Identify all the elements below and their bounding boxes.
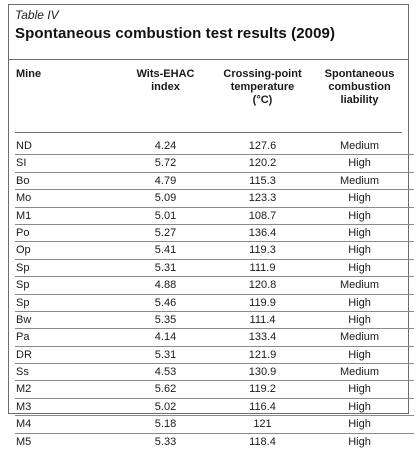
cell-index: 5.33: [154, 435, 177, 448]
cell-index: 4.53: [154, 366, 177, 379]
header-line: Crossing-point: [223, 68, 302, 80]
table-row: [15, 208, 414, 225]
header-line: combustion: [328, 81, 391, 93]
cell-liability: High: [348, 261, 371, 274]
header-line: liability: [340, 94, 379, 106]
table-body: [9, 133, 408, 450]
cell-liability: High: [348, 313, 371, 326]
cell-liability: Medium: [339, 366, 380, 379]
cell-temperature: 130.9: [248, 366, 277, 379]
cell-temperature: 121.9: [248, 348, 277, 361]
cell-index: 5.41: [154, 244, 177, 257]
cell-mine: Bw: [16, 313, 32, 326]
table-row: [15, 155, 414, 172]
cell-mine: Mo: [16, 192, 32, 205]
table-row: [15, 260, 414, 277]
cell-temperature: 119.3: [249, 244, 276, 257]
cell-liability: High: [348, 296, 371, 309]
cell-mine: DR: [16, 348, 32, 361]
cell-temperature: 120.2: [248, 157, 277, 170]
header-mine: Mine: [16, 68, 42, 80]
results-table: [9, 59, 408, 450]
cell-mine: Op: [16, 244, 31, 257]
table-row: [15, 364, 414, 381]
cell-index: 5.27: [154, 226, 177, 239]
cell-temperature: 115.3: [249, 174, 276, 187]
header-wits-ehac-index: [117, 60, 214, 132]
table-row: [15, 138, 414, 155]
cell-temperature: 119.9: [249, 296, 276, 309]
cell-liability: High: [348, 209, 371, 222]
cell-mine: M2: [16, 383, 32, 396]
cell-temperature: 118.4: [249, 435, 276, 448]
cell-liability: Medium: [339, 331, 380, 344]
table-label: Table IV: [15, 8, 59, 22]
table-row: [15, 277, 414, 294]
cell-temperature: 116.4: [249, 400, 276, 413]
cell-index: 4.24: [154, 140, 177, 152]
cell-index: 5.46: [154, 296, 177, 309]
table-row: [15, 295, 414, 312]
cell-mine: Sp: [16, 296, 30, 309]
cell-index: 5.09: [154, 192, 177, 205]
cell-index: 4.14: [154, 331, 177, 344]
cell-liability: Medium: [339, 279, 380, 292]
cell-liability: Medium: [339, 140, 380, 152]
cell-liability: High: [348, 383, 371, 396]
cell-index: 5.72: [154, 157, 177, 170]
cell-liability: High: [348, 244, 371, 257]
table-row: [15, 242, 414, 259]
table-title: Spontaneous combustion test results (2009): [15, 25, 336, 42]
table-row: [15, 381, 414, 398]
table-row: [15, 329, 414, 346]
cell-liability: High: [348, 400, 371, 413]
table-row: [15, 416, 414, 433]
table-row: [15, 347, 414, 364]
header-spontaneous-combustion-liability: [311, 60, 408, 132]
table-row: [15, 225, 414, 242]
table-row: [15, 434, 414, 450]
cell-index: 5.18: [154, 418, 177, 431]
header-crossing-point-temperature: [214, 60, 311, 132]
table-row: [15, 190, 414, 207]
cell-index: 5.31: [154, 261, 177, 274]
cell-liability: High: [348, 157, 371, 170]
cell-liability: High: [348, 192, 371, 205]
cell-index: 5.01: [154, 209, 177, 222]
table-row: [15, 399, 414, 416]
cell-temperature: 119.2: [249, 383, 276, 396]
cell-liability: Medium: [339, 174, 380, 187]
header-line: temperature: [230, 81, 295, 93]
cell-mine: M5: [16, 435, 32, 448]
header-line: (°C): [252, 94, 273, 106]
cell-mine: SI: [16, 157, 27, 170]
cell-temperature: 111.9: [249, 261, 276, 274]
header-line: Spontaneous: [324, 68, 395, 80]
cell-mine: Pa: [16, 331, 30, 344]
cell-mine: Sp: [16, 279, 30, 292]
cell-index: 5.35: [154, 313, 177, 326]
cell-mine: M1: [16, 209, 32, 222]
cell-temperature: 133.4: [248, 331, 277, 344]
table-row: [15, 173, 414, 190]
table-frame: [8, 4, 409, 448]
cell-index: 4.88: [154, 279, 177, 292]
cell-temperature: 120.8: [248, 279, 277, 292]
cell-index: 5.62: [154, 383, 177, 396]
cell-liability: High: [348, 226, 371, 239]
cell-liability: High: [348, 435, 371, 448]
cell-mine: Sp: [16, 261, 30, 274]
cell-index: 5.31: [154, 348, 177, 361]
cell-mine: M4: [16, 418, 32, 431]
cell-mine: Bo: [16, 174, 30, 187]
cell-mine: Po: [16, 226, 30, 239]
cell-temperature: 121: [253, 418, 272, 431]
cell-temperature: 127.6: [248, 140, 277, 152]
cell-temperature: 123.3: [248, 192, 277, 205]
table-header-row: [9, 60, 408, 132]
cell-mine: ND: [16, 140, 32, 152]
cell-index: 4.79: [154, 174, 177, 187]
cell-mine: M3: [16, 400, 32, 413]
table-row: [15, 312, 414, 329]
header-line: index: [151, 81, 180, 93]
cell-temperature: 108.7: [248, 209, 277, 222]
cell-temperature: 136.4: [248, 226, 277, 239]
cell-temperature: 111.4: [249, 313, 276, 326]
cell-mine: Ss: [16, 366, 29, 379]
cell-liability: High: [348, 348, 371, 361]
header-line: Wits-EHAC: [136, 68, 195, 80]
cell-liability: High: [348, 418, 371, 431]
cell-index: 5.02: [154, 400, 177, 413]
